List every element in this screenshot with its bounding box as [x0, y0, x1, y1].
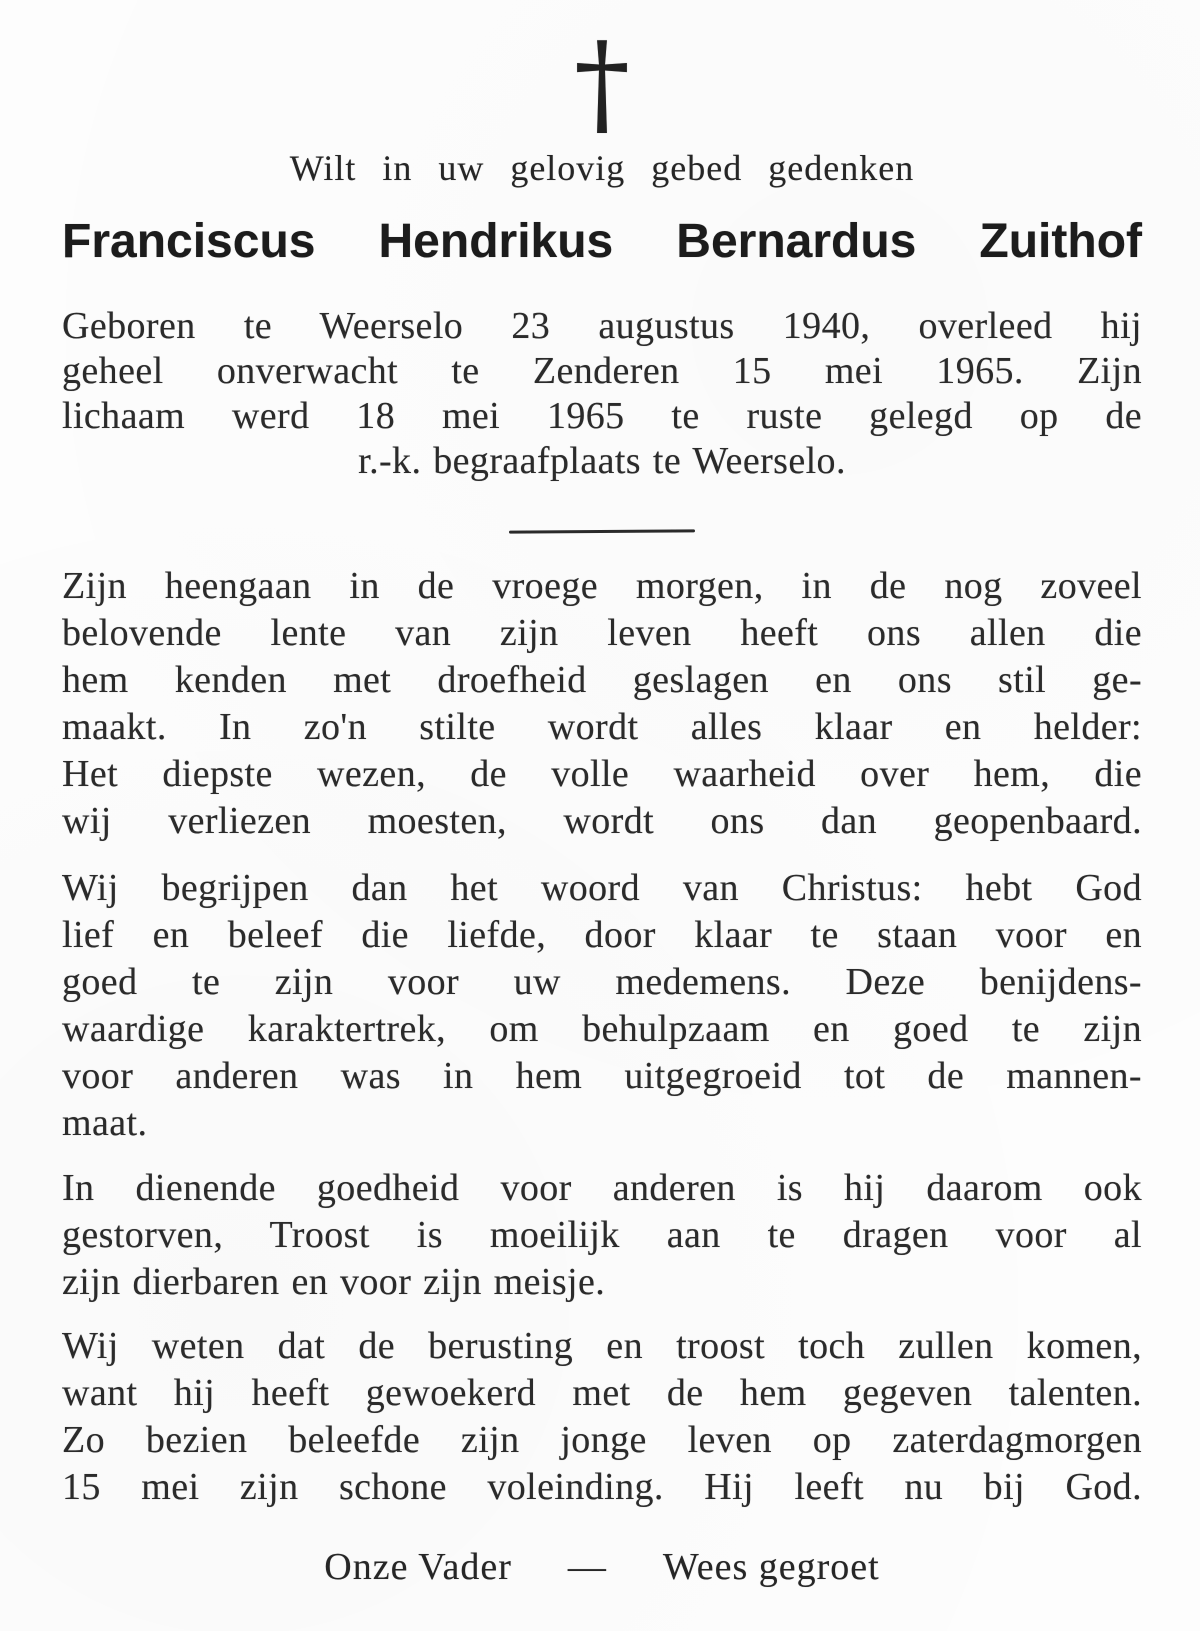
text-line: voor anderen was in hem uitgegroeid tot de mannen- [62, 1055, 1142, 1097]
text-line: r.-k. begraafplaats te Weerselo. [358, 440, 846, 482]
text-line: 15 mei zijn schone voleinding. Hij leeft nu bij God. [62, 1466, 1142, 1508]
section-divider [509, 529, 695, 533]
biography-paragraph [62, 304, 1142, 484]
text-line: geheel onverwacht te Zenderen 15 mei 1965. Zijn [62, 350, 1142, 392]
prayer-separator-dash: — [567, 1546, 607, 1588]
body-paragraph-4 [62, 1323, 1142, 1511]
text-line: want hij heeft gewoekerd met de hem gegeven talenten. [62, 1372, 1142, 1414]
text-line: Wij weten dat de berusting en troost toch zullen komen, [62, 1325, 1142, 1367]
text-line: maat. [62, 1102, 148, 1144]
text-line: Wij begrijpen dan het woord van Christus: hebt God [62, 867, 1142, 909]
text-line: lief en beleef die liefde, door klaar te staan voor en [62, 914, 1142, 956]
text-line: Het diepste wezen, de volle waarheid over hem, die [62, 753, 1142, 795]
text-line: gestorven, Troost is moeilijk aan te dragen voor al [62, 1214, 1142, 1256]
text-line: zijn dierbaren en voor zijn meisje. [62, 1261, 606, 1303]
text-line: hem kenden met droefheid geslagen en ons stil ge- [62, 659, 1142, 701]
body-paragraph-3 [62, 1165, 1142, 1306]
text-line: maakt. In zo'n stilte wordt alles klaar en helder: [62, 706, 1142, 748]
text-line: Zijn heengaan in de vroege morgen, in de nog zoveel [62, 565, 1142, 607]
closing-prayers [62, 1543, 1142, 1591]
text-line: Geboren te Weerselo 23 augustus 1940, overleed hij [62, 305, 1142, 347]
text-line: goed te zijn voor uw medemens. Deze benijdens- [62, 961, 1142, 1003]
text-line: lichaam werd 18 mei 1965 te ruste gelegd op de [62, 395, 1142, 437]
prayer-onze-vader: Onze Vader [324, 1546, 512, 1588]
body-paragraph-2 [62, 865, 1142, 1147]
prayer-wees-gegroet: Wees gegroet [662, 1546, 880, 1588]
text-line: belovende lente van zijn leven heeft ons allen die [62, 612, 1142, 654]
body-paragraph-1 [62, 563, 1142, 845]
cross-icon: † [574, 19, 630, 149]
text-line: Zo bezien beleefde zijn jonge leven op zaterdagmorgen [62, 1419, 1142, 1461]
text-line: wij verliezen moesten, wordt ons dan geopenbaard. [62, 800, 1142, 842]
invocation-line: Wilt in uw gelovig gebed gedenken [289, 148, 915, 188]
text-line: waardige karaktertrek, om behulpzaam en goed te zijn [62, 1008, 1142, 1050]
deceased-name: Franciscus Hendrikus Bernardus Zuithof [62, 215, 1142, 268]
text-line: In dienende goedheid voor anderen is hij daarom ook [62, 1167, 1142, 1209]
